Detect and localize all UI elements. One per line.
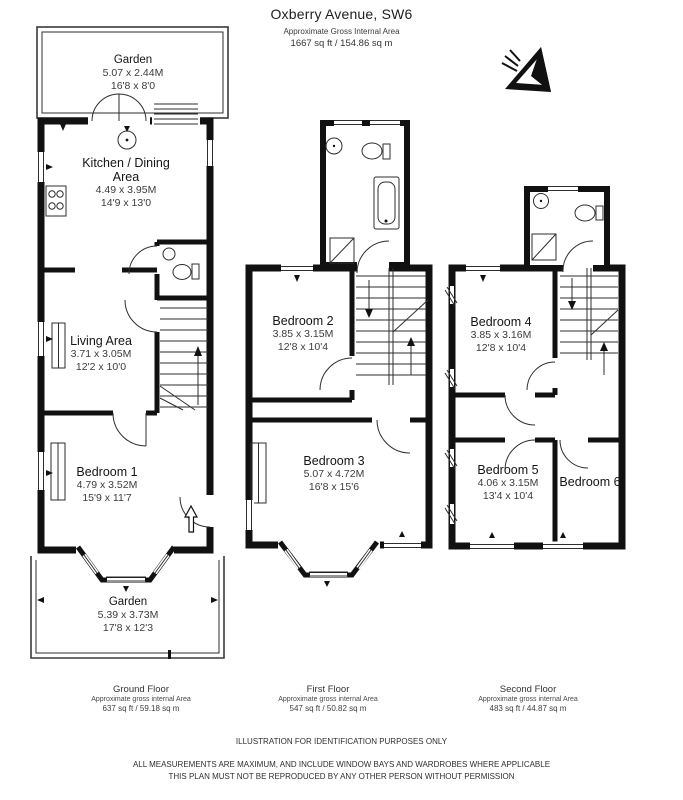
- floor-area-label: Approximate gross internal Area: [278, 696, 378, 703]
- disclaimer-reproduction: THIS PLAN MUST NOT BE REPRODUCED BY ANY OTHER PERSON WITHOUT PERMISSION: [168, 772, 515, 781]
- room-dims-imperial: 16'8 x 8'0: [110, 80, 156, 92]
- disclaimer-illustration: ILLUSTRATION FOR IDENTIFICATION PURPOSES ONLY: [235, 737, 448, 746]
- room-dims-imperial: 14'9 x 13'0: [100, 197, 152, 209]
- room-name: Living Area: [70, 334, 132, 348]
- floor-label-second: [478, 684, 578, 714]
- room-name: Bedroom 3: [303, 454, 365, 468]
- compass-icon: [502, 47, 551, 92]
- room-name: Bedroom 1: [76, 465, 138, 479]
- bay-window: [278, 539, 380, 587]
- room-label-bedroom5: [477, 463, 538, 503]
- garden-steps: [152, 104, 200, 127]
- room-dims-metric: 3.71 x 3.05M: [70, 348, 132, 360]
- floor-area: 547 sq ft / 50.82 sq m: [289, 704, 367, 713]
- room-dims-metric: 3.85 x 3.16M: [470, 329, 532, 341]
- floor-area-label: Approximate gross internal Area: [478, 696, 578, 703]
- room-dims-metric: 5.39 x 3.73M: [97, 609, 159, 621]
- disclaimer-measurements: ALL MEASUREMENTS ARE MAXIMUM, AND INCLUDE WINDOW BAYS AND WARDROBES WHERE APPLICABLE: [132, 760, 551, 769]
- room-label-garden-top: [103, 53, 164, 93]
- room-label-bedroom6: [559, 475, 620, 489]
- room-label-garden-bottom: [98, 595, 159, 635]
- room-dims-imperial: 16'8 x 15'6: [308, 481, 360, 493]
- room-name: Kitchen / Dining Area: [82, 156, 170, 184]
- room-name: Bedroom 4: [470, 315, 532, 329]
- room-label-bedroom1: [76, 465, 137, 505]
- room-label-living: [70, 334, 132, 374]
- room-name: Bedroom 6: [559, 475, 621, 489]
- floor-name: Second Floor: [499, 684, 557, 695]
- shower-room: [527, 184, 607, 273]
- room-dims-imperial: 12'8 x 10'4: [277, 341, 329, 353]
- window: [244, 500, 254, 530]
- first-floor-walls: [249, 268, 429, 545]
- room-label-bedroom4: [470, 315, 531, 355]
- room-dims-imperial: 12'2 x 10'0: [75, 361, 127, 373]
- bay-window: [76, 544, 174, 592]
- floor-label-ground: [91, 684, 191, 714]
- room-dims-imperial: 17'8 x 12'3: [102, 622, 154, 634]
- room-dims-metric: 3.85 x 3.15M: [272, 328, 334, 340]
- floor-label-first: [278, 684, 378, 714]
- room-dims-imperial: 12'8 x 10'4: [475, 342, 527, 354]
- room-dims-metric: 4.49 x 3.95M: [95, 184, 157, 196]
- room-label-bedroom2: [272, 314, 333, 354]
- room-dims-imperial: 13'4 x 10'4: [482, 490, 534, 502]
- french-doors: [88, 94, 150, 127]
- floor-area-label: Approximate gross internal Area: [91, 696, 191, 703]
- floor-area: 483 sq ft / 44.87 sq m: [489, 704, 567, 713]
- room-name: Bedroom 2: [272, 314, 334, 328]
- room-label-bedroom3: [303, 454, 364, 494]
- window: [466, 264, 500, 273]
- bathroom: [323, 118, 407, 273]
- room-name: Garden: [108, 596, 148, 608]
- total-area: 1667 sq ft / 154.86 sq m: [290, 38, 393, 49]
- second-floor-walls: [452, 268, 622, 546]
- room-dims-metric: 4.06 x 3.15M: [477, 477, 539, 489]
- room-label-kitchen: [79, 156, 173, 210]
- floor-name: First Floor: [306, 684, 350, 695]
- plan-header: [0, 6, 683, 49]
- room-dims-imperial: 15'9 x 11'7: [82, 492, 132, 504]
- header-subtitle: Approximate Gross Internal Area: [283, 27, 400, 36]
- page-title: Oxberry Avenue, SW6: [270, 6, 413, 22]
- room-name: Bedroom 5: [477, 463, 539, 477]
- floor-name: Ground Floor: [113, 684, 169, 695]
- floor-area: 637 sq ft / 59.18 sq m: [102, 704, 180, 713]
- window: [281, 264, 313, 273]
- room-dims-metric: 4.79 x 3.52M: [76, 479, 138, 491]
- window: [384, 541, 421, 550]
- room-dims-metric: 5.07 x 2.44M: [102, 67, 164, 79]
- room-dims-metric: 5.07 x 4.72M: [303, 468, 365, 480]
- room-name: Garden: [113, 54, 153, 66]
